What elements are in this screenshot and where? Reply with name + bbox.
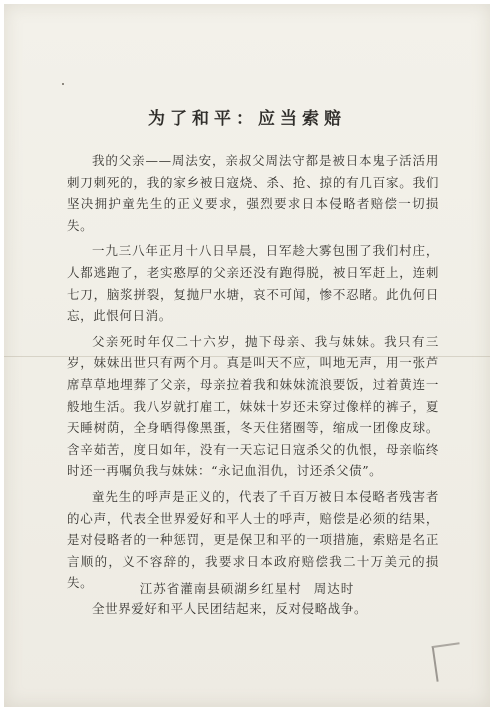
signature-location: 江苏省灌南县硕湖乡红星村 [139,581,302,596]
paper-speck [62,83,64,85]
signature-line [4,579,490,597]
corner-mark [432,642,465,682]
paragraph-5: 全世界爱好和平人民团结起来，反对侵略战争。 [92,600,368,616]
letter-body [67,150,439,623]
letter-title: 为了和平：应当索赔 [148,109,346,129]
paragraph-1: 我的父亲——周法安，亲叔父周法守都是被日本鬼子活活用刺刀刺死的，我的家乡被日寇烧、杀、抢、掠的有几百家。我们坚决拥护童先生的正义要求，强烈要求日本侵略者赔偿一切损失。 [67,153,439,233]
paragraph-4: 童先生的呼声是正义的，代表了千百万被日本侵略者残害者的心声，代表全世界爱好和平人士的呼声，赔偿是必须的结果，是对侵略者的一种惩罚，更是保卫和平的一项措施，索赔是名正言顺的，义不容辞的，我要求日本政府赔偿我二十万美元的损失。 [67,488,439,591]
paragraph-3: 父亲死时年仅二十六岁，抛下母亲、我与妹妹。我只有三岁，妹妹出世只有两个月。真是叫天不应，叫地无声，用一张芦席草草地埋葬了父亲，母亲拉着我和妹妹流浪要饭，过着黄连一般地生活。我八岁就打雇工，妹妹十岁还未穿过像样的裤子，夏天睡树荫，全身晒得像黑蛋，冬天住猪圈等，缩成一团像皮球。含辛茹苦，度日如年，没有一天忘记日寇杀父的仇恨，母亲临终时还一再嘱负我与妹妹：“永记血泪仇，讨还杀父债”。 [67,333,439,479]
letter-sheet [4,4,490,707]
signature-name: 周达时 [313,581,355,596]
paragraph-2: 一九三八年正月十八日早晨，日军趁大雾包围了我们村庄，人都逃跑了，老实憨厚的父亲还没有跑得脱，被日军赶上，连刺七刀，脑浆拼裂，复抛尸水塘，哀不可闻，惨不忍睹。此仇何日忘，此恨何日消。 [67,243,439,324]
